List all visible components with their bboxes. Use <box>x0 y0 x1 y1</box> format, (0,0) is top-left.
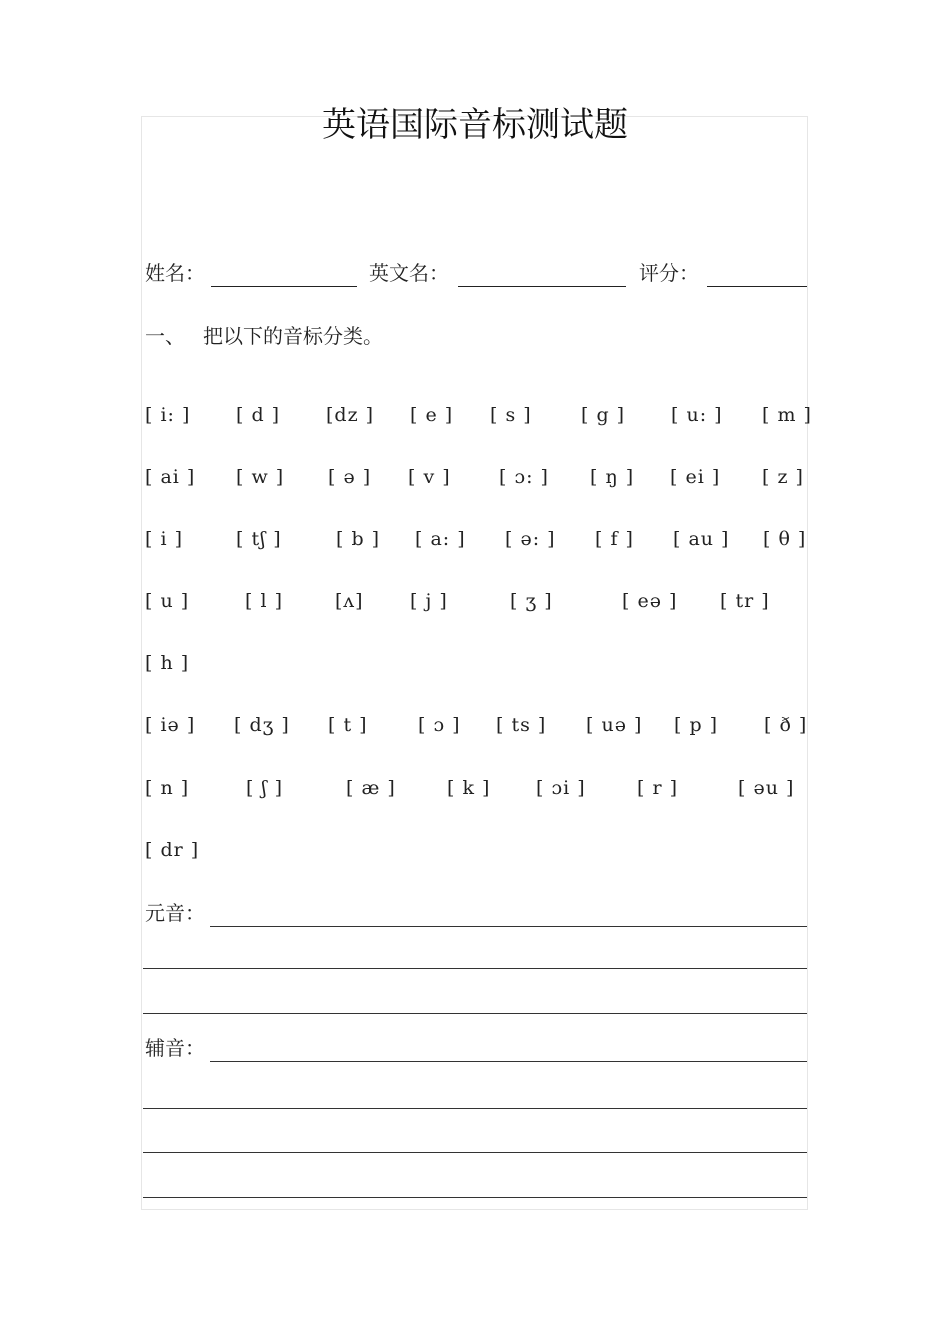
vowels-label: 元音： <box>145 901 205 925</box>
phonetic-symbol: [ uə ] <box>586 714 643 736</box>
phonetic-symbol: [ tr ] <box>720 590 770 612</box>
english-name-blank[interactable] <box>458 286 626 287</box>
phonetic-symbol: [ e ] <box>410 404 454 426</box>
symbol-row <box>0 522 950 556</box>
phonetic-symbol: [ʌ] <box>335 590 364 612</box>
phonetic-symbol: [ p ] <box>674 714 719 736</box>
phonetic-symbol: [ ð ] <box>764 714 808 736</box>
phonetic-symbol: [ d ] <box>236 404 281 426</box>
phonetic-symbol: [ f ] <box>595 528 634 550</box>
symbol-row <box>0 646 950 680</box>
phonetic-symbol: [ a: ] <box>415 528 466 550</box>
student-info-row <box>145 258 807 290</box>
symbol-row <box>0 398 950 432</box>
phonetic-symbol: [ b ] <box>336 528 381 550</box>
consonants-answer-line-3[interactable] <box>143 1152 807 1153</box>
phonetic-symbol: [ æ ] <box>346 777 396 799</box>
phonetic-symbol: [ h ] <box>145 652 190 674</box>
phonetic-symbol: [ z ] <box>762 466 804 488</box>
vowels-answer-line-3[interactable] <box>143 1013 807 1014</box>
phonetic-symbol: [ ʃ ] <box>246 777 284 799</box>
section-one-heading <box>145 321 383 351</box>
vowels-answer-line-1[interactable] <box>210 926 807 927</box>
english-name-label: 英文名： <box>369 261 449 285</box>
phonetic-symbol: [ ʒ ] <box>510 590 553 612</box>
consonants-answer-line-4[interactable] <box>143 1197 807 1198</box>
score-label: 评分： <box>639 261 699 285</box>
phonetic-symbol: [ n ] <box>145 777 190 799</box>
name-blank[interactable] <box>211 286 357 287</box>
phonetic-symbol: [ m ] <box>762 404 812 426</box>
phonetic-symbol: [ r ] <box>637 777 678 799</box>
page-title: 英语国际音标测试题 <box>322 105 628 145</box>
phonetic-symbol: [ u ] <box>145 590 190 612</box>
phonetic-symbol: [ t ] <box>328 714 368 736</box>
phonetic-symbol: [ s ] <box>490 404 532 426</box>
symbol-row <box>0 771 950 805</box>
phonetic-symbol: [dz ] <box>326 404 375 426</box>
phonetic-symbol: [ ɔ: ] <box>499 466 549 488</box>
phonetic-symbol: [ g ] <box>581 404 626 426</box>
phonetic-symbol: [ ə ] <box>328 466 372 488</box>
phonetic-symbol: [ ai ] <box>145 466 196 488</box>
phonetic-symbol: [ j ] <box>410 590 448 612</box>
phonetic-symbol: [ k ] <box>447 777 491 799</box>
phonetic-symbol: [ ei ] <box>670 466 721 488</box>
phonetic-symbol: [ ɔi ] <box>536 777 586 799</box>
score-blank[interactable] <box>707 286 807 287</box>
symbol-row <box>0 584 950 618</box>
phonetic-symbol: [ dʒ ] <box>234 714 290 736</box>
phonetic-symbol: [ θ ] <box>763 528 807 550</box>
consonants-answer-line-2[interactable] <box>143 1108 807 1109</box>
phonetic-symbol: [ dr ] <box>145 839 200 861</box>
phonetic-symbol: [ ɔ ] <box>418 714 461 736</box>
consonants-answer-line-1[interactable] <box>210 1061 807 1062</box>
phonetic-symbol: [ tʃ ] <box>236 528 282 550</box>
phonetic-symbol: [ ts ] <box>496 714 547 736</box>
symbol-row <box>0 460 950 494</box>
symbol-row <box>0 708 950 742</box>
phonetic-symbol: [ u: ] <box>671 404 723 426</box>
phonetic-symbol: [ v ] <box>408 466 451 488</box>
phonetic-symbol: [ i: ] <box>145 404 191 426</box>
phonetic-symbol: [ əu ] <box>738 777 795 799</box>
section-number: 一、 <box>145 324 185 348</box>
phonetic-symbol: [ iə ] <box>145 714 196 736</box>
vowels-answer-line-2[interactable] <box>143 968 807 969</box>
consonants-label: 辅音： <box>145 1036 205 1060</box>
symbol-row <box>0 833 950 867</box>
name-label: 姓名： <box>145 261 205 285</box>
phonetic-symbol: [ l ] <box>245 590 283 612</box>
phonetic-symbol: [ i ] <box>145 528 183 550</box>
phonetic-symbol: [ ə: ] <box>505 528 556 550</box>
phonetic-symbol: [ au ] <box>673 528 730 550</box>
phonetic-symbol: [ ŋ ] <box>590 466 635 488</box>
phonetic-symbol: [ w ] <box>236 466 285 488</box>
phonetic-symbol: [ eə ] <box>622 590 678 612</box>
section-instruction: 把以下的音标分类。 <box>203 324 383 348</box>
